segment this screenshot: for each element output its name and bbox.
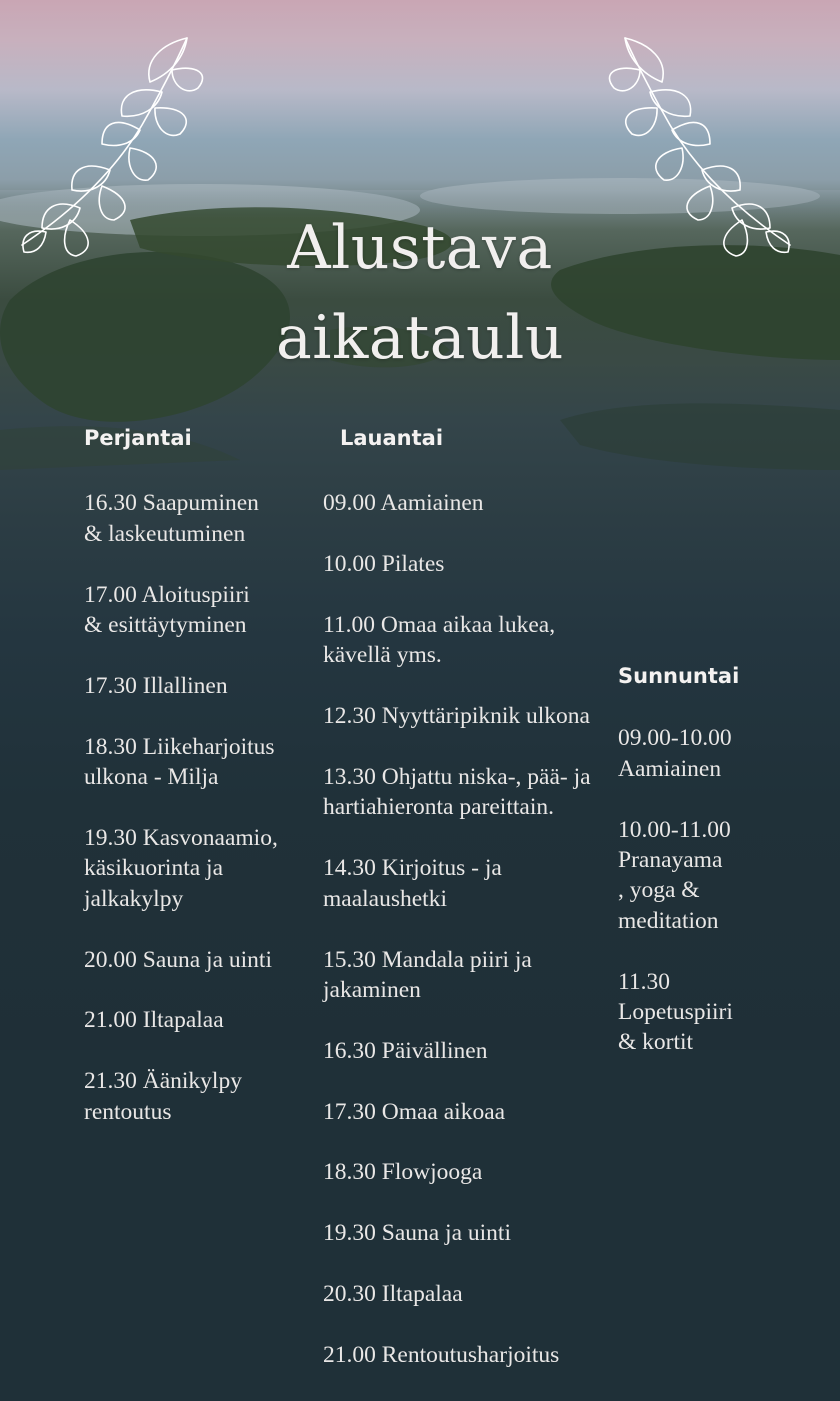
schedule-item: 11.30 Lopetuspiiri & kortit bbox=[618, 968, 733, 1056]
schedule-item: 17.30 Omaa aikoaa bbox=[323, 1098, 506, 1125]
schedule-item: 21.00 Rentoutusharjoitus bbox=[323, 1341, 560, 1368]
schedule-item: 21.30 Äänikylpy rentoutus bbox=[84, 1068, 242, 1125]
sunday-heading: Sunnuntai bbox=[618, 664, 740, 688]
sunday-schedule bbox=[618, 693, 768, 1088]
schedule-item: 10.00 Pilates bbox=[323, 551, 445, 578]
schedule-item: 16.30 Saapuminen & laskeutuminen bbox=[84, 490, 259, 547]
schedule-item: 17.30 Illallinen bbox=[84, 672, 228, 699]
title-line-2: aikataulu bbox=[276, 303, 564, 373]
schedule-item: 09.00 Aamiainen bbox=[323, 490, 484, 517]
schedule-item: 09.00-10.00 Aamiainen bbox=[618, 725, 732, 782]
schedule-item: 19.30 Kasvonaamio, käsikuorinta ja jalkakylpy bbox=[84, 824, 278, 912]
schedule-item: 17.00 Aloituspiiri & esittäytyminen bbox=[84, 581, 250, 639]
saturday-heading: Lauantai bbox=[340, 426, 444, 450]
schedule-item: 13.30 Ohjattu niska-, pää- ja hartiahieronta pareittain. bbox=[323, 764, 591, 821]
title-line-1: Alustava bbox=[287, 213, 553, 283]
saturday-schedule bbox=[323, 458, 623, 1401]
schedule-item: 20.30 Iltapalaa bbox=[323, 1280, 463, 1307]
schedule-item: 10.00-11.00 Pranayama , yoga & meditation bbox=[618, 816, 731, 934]
schedule-item: 21.00 Iltapalaa bbox=[84, 1007, 224, 1034]
friday-heading: Perjantai bbox=[84, 426, 192, 450]
schedule-item: 11.00 Omaa aikaa lukea, kävellä yms. bbox=[323, 612, 556, 669]
schedule-item: 16.30 Päivällinen bbox=[323, 1037, 488, 1064]
schedule-item: 18.30 Liikeharjoitus ulkona - Milja bbox=[84, 733, 275, 791]
schedule-item: 18.30 Flowjooga bbox=[323, 1159, 483, 1186]
schedule-item: 15.30 Mandala piiri ja jakaminen bbox=[323, 946, 532, 1003]
schedule-item: 14.30 Kirjoitus - ja maalaushetki bbox=[323, 855, 502, 912]
schedule-item: 12.30 Nyyttäripiknik ulkona bbox=[323, 703, 590, 730]
schedule-item: 20.00 Sauna ja uinti bbox=[84, 946, 272, 973]
schedule-item: 19.30 Sauna ja uinti bbox=[323, 1220, 511, 1247]
friday-schedule bbox=[84, 458, 309, 1157]
